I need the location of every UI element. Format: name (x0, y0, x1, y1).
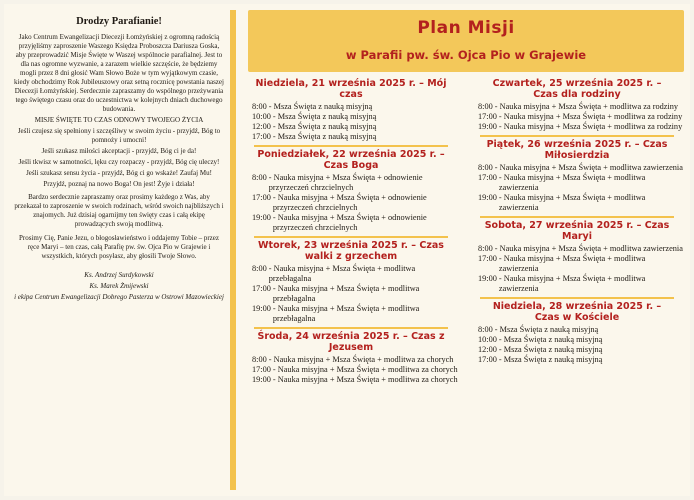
schedule-item (470, 102, 684, 112)
schedule-item (244, 112, 458, 122)
schedule-item (470, 345, 684, 355)
item-desc: - Msza Święta z nauką misyjną (272, 132, 377, 141)
schedule-item (470, 173, 684, 193)
schedule-item (244, 304, 458, 324)
item-desc: - Msza Święta z nauką misyjną (498, 345, 603, 354)
item-time: 8:00 (478, 244, 493, 253)
schedule-item (244, 264, 458, 284)
item-time: 8:00 (478, 102, 493, 111)
item-desc: - Nauka misyjna + Msza Święta + modlitwa zawierzenia (494, 244, 683, 253)
item-time: 17:00 (252, 132, 271, 141)
schedule-item (470, 112, 684, 122)
schedule-item (470, 254, 684, 274)
item-time: 19:00 (478, 274, 497, 283)
item-time: 8:00 (252, 102, 267, 111)
poem-line: Przyjdź, poznaj na nowo Boga! On jest! Żyje i działa! (43, 180, 195, 188)
schedule-item (470, 355, 684, 365)
welcome-title: Drodzy Parafianie! (76, 16, 162, 27)
item-desc: - Msza Święta z nauką misyjną (272, 112, 377, 121)
day-heading: Środa, 24 września 2025 r. – Czas z Jezusem (254, 327, 448, 353)
signature-line: Ks. Andrzej Surdykowski (84, 271, 154, 279)
item-desc: - Msza Święta z nauką misyjną (272, 122, 377, 131)
item-time: 8:00 (252, 173, 267, 182)
item-desc: - Nauka misyjna + Msza Święta + modlitwa zawierzenia (498, 254, 646, 273)
item-time: 17:00 (252, 284, 271, 293)
schedule-item (244, 122, 458, 132)
schedule-column-left (244, 76, 458, 492)
item-time: 17:00 (478, 173, 497, 182)
item-desc: - Nauka misyjna + Msza Święta + odnowienie przyrzeczeń chrzcielnych (272, 213, 427, 232)
item-desc: - Nauka misyjna + Msza Święta + modlitwa zawierzenia (498, 193, 646, 212)
item-desc: - Nauka misyjna + Msza Święta + modlitwa za rodziny (498, 122, 683, 131)
welcome-panel (10, 10, 236, 490)
day-block (470, 135, 684, 213)
item-time: 17:00 (478, 112, 497, 121)
item-desc: - Msza Święta z nauką misyjną (498, 355, 603, 364)
renewal-heading: MISJE ŚWIĘTE TO CZAS ODNOWY TWOJEGO ŻYCIA (34, 116, 204, 124)
item-time: 10:00 (252, 112, 271, 121)
welcome-intro: Jako Centrum Ewangelizacji Diecezji Łomżyńskiej z ogromną radością przyjęliśmy zaproszenie Waszego Księdza Proboszcza Dariusza Goska, aby przeprowadzić Misje Święte w Waszej wspólnocie parafialnej. Jest to dla nas ogromne wyzwanie, a zarazem wielkie szczęście, że będziemy mogli przez 8 dni głosić Wam Słowo Boże w tym wyjątkowym czasie, kiedy obchodzimy Rok Jubileuszowy oraz setną rocznicę powstania naszej Diecezji Łomżyńskiej. Serdecznie zapraszamy do wspólnego przeżywania tego świętego czasu oraz do uczestnictwa w kolejnych dniach duchowego budowania. (14, 33, 224, 113)
schedule-item (470, 244, 684, 254)
item-time: 17:00 (252, 193, 271, 202)
item-time: 19:00 (478, 122, 497, 131)
item-time: 17:00 (252, 365, 271, 374)
mission-plan (244, 10, 688, 492)
schedule-item (244, 193, 458, 213)
day-heading: Niedziela, 28 września 2025 r. – Czas w Kościele (480, 297, 674, 323)
schedule-item (470, 163, 684, 173)
schedule-column-right (470, 76, 684, 492)
day-block (244, 76, 458, 142)
item-time: 17:00 (478, 355, 497, 364)
item-desc: - Nauka misyjna + Msza Święta + odnowienie przyrzeczeń chrzcielnych (268, 173, 423, 192)
day-block (244, 236, 458, 324)
schedule-item (244, 284, 458, 304)
schedule-item (244, 375, 458, 385)
item-time: 8:00 (478, 325, 493, 334)
schedule-item (470, 193, 684, 213)
item-desc: - Nauka misyjna + Msza Święta + modlitwa przebłagalna (272, 284, 420, 303)
day-block (470, 216, 684, 294)
poem-line: Jeśli tkwisz w samotności, lęku czy rozpaczy - przyjdź, Bóg cię uleczy! (18, 158, 220, 166)
item-time: 10:00 (478, 335, 497, 344)
item-time: 17:00 (478, 254, 497, 263)
item-desc: - Nauka misyjna + Msza Święta + modlitwa za rodziny (494, 102, 679, 111)
item-time: 8:00 (252, 355, 267, 364)
item-desc: - Msza Święta z nauką misyjną (498, 335, 603, 344)
item-desc: - Nauka misyjna + Msza Święta + modlitwa zawierzenia (498, 173, 646, 192)
signature-line: Ks. Marek Żmijewski (89, 282, 149, 290)
item-desc: - Msza Święta z nauką misyjną (268, 102, 373, 111)
plan-subtitle: w Parafii pw. św. Ojca Pio w Grajewie (345, 48, 587, 62)
schedule-item (244, 173, 458, 193)
plan-title: Plan Misji (417, 18, 515, 38)
day-heading: Czwartek, 25 września 2025 r. – Czas dla rodziny (492, 78, 662, 100)
item-time: 19:00 (252, 375, 271, 384)
item-time: 12:00 (252, 122, 271, 131)
schedule-item (244, 355, 458, 365)
day-block (244, 327, 458, 385)
item-desc: - Nauka misyjna + Msza Święta + odnowienie przyrzeczeń chrzcielnych (272, 193, 427, 212)
day-heading: Wtorek, 23 września 2025 r. – Czas walki z grzechem (254, 236, 448, 262)
day-block (244, 145, 458, 233)
day-heading: Piątek, 26 września 2025 r. – Czas Miłosierdzia (480, 135, 674, 161)
item-desc: - Nauka misyjna + Msza Święta + modlitwa za rodziny (498, 112, 683, 121)
invitation-poem (14, 127, 224, 189)
schedule-item (470, 335, 684, 345)
item-desc: - Nauka misyjna + Msza Święta + modlitwa zawierzenia (498, 274, 646, 293)
item-desc: - Msza Święta z nauką misyjną (494, 325, 599, 334)
schedule-item (244, 213, 458, 233)
poem-line: Jeśli szukasz miłości akceptacji - przyjdź, Bóg ci je da! (41, 147, 197, 155)
item-desc: - Nauka misyjna + Msza Święta + modlitwa za chorych (272, 375, 458, 384)
item-desc: - Nauka misyjna + Msza Święta + modlitwa przebłagalna (268, 264, 416, 283)
item-time: 12:00 (478, 345, 497, 354)
item-time: 19:00 (252, 304, 271, 313)
prayer-text: Prosimy Cię, Panie Jezu, o błogosławieństwo i oddajemy Tobie – przez ręce Maryi – ten czas, całą Parafię pw. św. Ojca Pio w Grajewie i wszystkich, których posyłasz, aby głosili Twoje Słowo. (18, 234, 219, 260)
schedule-item (470, 325, 684, 335)
schedule-item (244, 132, 458, 142)
leaflet (4, 4, 690, 496)
plan-banner (248, 10, 684, 72)
item-desc: - Nauka misyjna + Msza Święta + modlitwa za chorych (268, 355, 454, 364)
signature-block (14, 271, 224, 302)
invitation-text: Bardzo serdecznie zapraszamy oraz prosimy każdego z Was, aby przekazał to zaproszenie w swoich rodzinach, wśród swoich najbliższych i znajomych. Już dzisiaj ogarnijmy ten święty czas i całą ekipę prowadzących swoją modlitwą. (14, 193, 224, 228)
signature-line: i ekipa Centrum Ewangelizacji Dobrego Pasterza w Ostrowi Mazowieckiej (14, 293, 224, 301)
schedule-item (470, 122, 684, 132)
poem-line: Jeśli czujesz się spełniony i szczęśliwy w swoim życiu - przyjdź, Bóg to pomnoży i umocni! (17, 127, 221, 144)
poem-line: Jeśli szukasz sensu życia - przyjdź, Bóg ci go wskaże! Zaufaj Mu! (26, 169, 212, 177)
item-time: 8:00 (478, 163, 493, 172)
item-desc: - Nauka misyjna + Msza Święta + modlitwa przebłagalna (272, 304, 420, 323)
day-block (470, 76, 684, 132)
schedule-item (244, 102, 458, 112)
item-time: 19:00 (252, 213, 271, 222)
item-time: 19:00 (478, 193, 497, 202)
day-heading: Sobota, 27 września 2025 r. – Czas Maryi (480, 216, 674, 242)
schedule-item (470, 274, 684, 294)
item-desc: - Nauka misyjna + Msza Święta + modlitwa za chorych (272, 365, 458, 374)
item-time: 8:00 (252, 264, 267, 273)
schedule-item (244, 365, 458, 375)
item-desc: - Nauka misyjna + Msza Święta + modlitwa zawierzenia (494, 163, 683, 172)
day-heading: Poniedziałek, 22 września 2025 r. – Czas Boga (254, 145, 448, 171)
day-heading: Niedziela, 21 września 2025 r. – Mój czas (255, 78, 447, 100)
day-block (470, 297, 684, 365)
